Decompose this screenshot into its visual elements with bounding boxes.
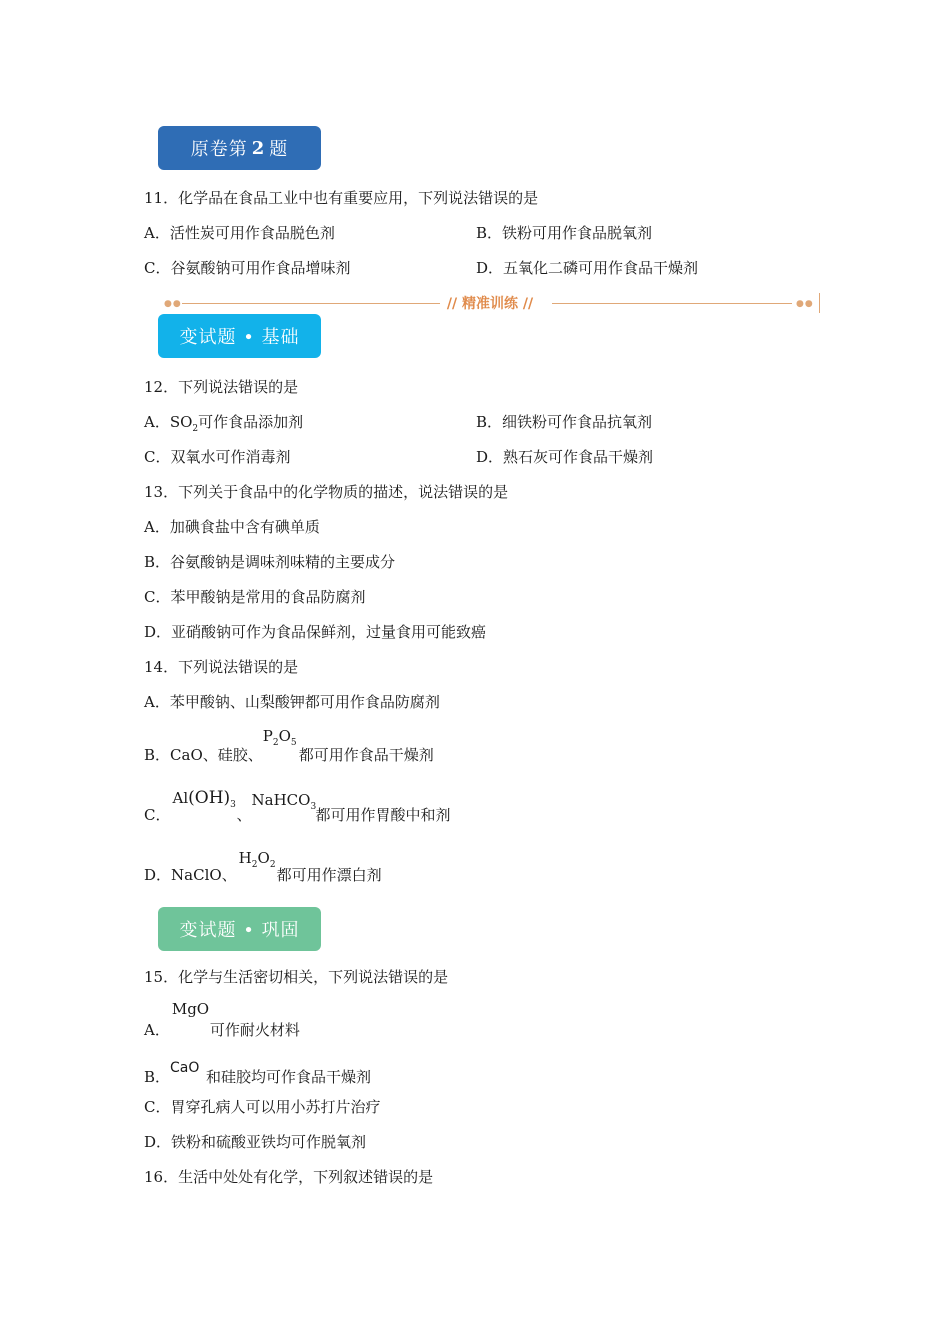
option-text: 和硅胶均可作食品干燥剂 xyxy=(206,1068,372,1086)
option-key: C． xyxy=(144,448,171,466)
q16-stem: 16．生活中处处有化学，下列叙述错误的是 xyxy=(144,1168,434,1186)
q13-option-c: C．苯甲酸钠是常用的食品防腐剂 xyxy=(144,588,366,606)
q14-option-c xyxy=(144,788,451,825)
formula-cao: CaO xyxy=(170,1060,200,1076)
option-key: D． xyxy=(476,259,504,277)
badge-suffix: 题 xyxy=(269,139,289,160)
divider-edge xyxy=(815,293,820,313)
q13-option-d: D．亚硝酸钠可作为食品保鲜剂，过量食用可能致癌 xyxy=(144,623,487,641)
q15-option-d: D．铁粉和硫酸亚铁均可作脱氧剂 xyxy=(144,1133,367,1151)
option-prefix: CaO、硅胶、 xyxy=(170,746,263,764)
option-key: A． xyxy=(144,413,170,431)
variant-consolidate-badge: 变试题 • 巩固 xyxy=(158,907,321,951)
option-key: D． xyxy=(144,866,172,884)
q15-option-c: C．胃穿孔病人可以用小苏打片治疗 xyxy=(144,1098,381,1116)
q15-stem: 15．化学与生活密切相关，下列说法错误的是 xyxy=(144,968,449,986)
formula-p2o5: $P_2O_5$ xyxy=(262,727,297,748)
option-key: B． xyxy=(144,746,171,764)
formula-nahco3: NaHCO$_3$ xyxy=(251,791,317,812)
option-key: B． xyxy=(476,224,503,242)
q11-option-a xyxy=(144,223,335,243)
formula-mgo: MgO xyxy=(171,1000,210,1018)
option-key: B． xyxy=(144,1068,171,1086)
variant-basic-badge: 变试题 • 基础 xyxy=(158,314,321,358)
divider-rule-right xyxy=(552,303,792,304)
original-question-badge xyxy=(158,126,321,170)
q12-stem: 12．下列说法错误的是 xyxy=(144,378,299,396)
divider-rule-left xyxy=(182,303,440,304)
q15-option-b xyxy=(144,1062,371,1087)
formula-aloh3: $Al(OH)_3$ xyxy=(172,788,236,810)
option-text: 双氧水可作消毒剂 xyxy=(170,448,291,466)
option-text: 都可用作食品干燥剂 xyxy=(298,746,434,764)
formula-h2o2: $H_2O_2$ xyxy=(238,849,276,870)
option-text: 都可用作漂白剂 xyxy=(276,866,382,884)
formula-so2: $SO_2$ xyxy=(169,413,199,434)
option-text: 谷氨酸钠可用作食品增味剂 xyxy=(170,259,351,277)
option-prefix: NaClO、 xyxy=(171,866,237,884)
q14-option-d xyxy=(144,849,382,885)
divider-label: // 精准训练 // xyxy=(446,296,534,312)
option-key: D． xyxy=(476,448,504,466)
divider-dots-right: ●● xyxy=(796,299,814,309)
option-text: 五氧化二磷可用作食品干燥剂 xyxy=(503,259,699,277)
q13-option-b: B．谷氨酸钠是调味剂味精的主要成分 xyxy=(144,553,396,571)
q11-stem: 11．化学品在食品工业中也有重要应用，下列说法错误的是 xyxy=(144,189,539,207)
option-text: 熟石灰可作食品干燥剂 xyxy=(503,448,654,466)
option-text: 铁粉可用作食品脱氧剂 xyxy=(502,224,653,242)
q12-option-b xyxy=(476,412,652,432)
option-key: C． xyxy=(144,259,171,277)
q12-option-d xyxy=(476,447,653,467)
option-text: 可作耐火材料 xyxy=(209,1021,300,1039)
option-key: A． xyxy=(144,224,170,242)
option-key: A． xyxy=(144,1021,170,1039)
option-key: C． xyxy=(144,806,171,824)
q11-option-b xyxy=(476,223,652,243)
q14-option-b xyxy=(144,727,434,765)
section-divider xyxy=(160,293,820,313)
q13-stem: 13．下列关于食品中的化学物质的描述，说法错误的是 xyxy=(144,483,509,501)
separator: 、 xyxy=(236,806,252,824)
q12-option-a xyxy=(144,412,303,439)
q14-stem: 14．下列说法错误的是 xyxy=(144,658,299,676)
q14-option-a: A．苯甲酸钠、山梨酸钾都可用作食品防腐剂 xyxy=(144,693,440,711)
q13-option-a: A．加碘食盐中含有碘单质 xyxy=(144,518,320,536)
q11-option-c xyxy=(144,258,351,278)
q15-option-a xyxy=(144,1000,300,1040)
option-text: 细铁粉可作食品抗氧剂 xyxy=(502,413,653,431)
q11-option-d xyxy=(476,258,698,278)
q12-option-c xyxy=(144,447,291,467)
option-text: 都可用作胃酸中和剂 xyxy=(315,806,451,824)
option-text: 活性炭可用作食品脱色剂 xyxy=(169,224,335,242)
badge-prefix: 原卷第 xyxy=(190,139,248,160)
option-key: B． xyxy=(476,413,503,431)
option-text: 可作食品添加剂 xyxy=(198,413,304,431)
badge-number: 2 xyxy=(251,137,266,159)
divider-dots-left: ●● xyxy=(164,299,182,309)
